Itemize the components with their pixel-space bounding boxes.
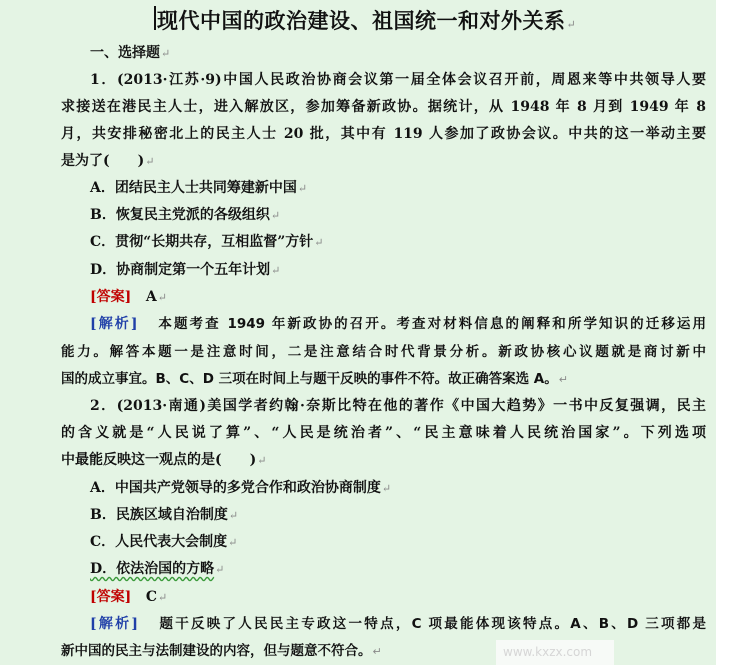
page-title: 现代中国的政治建设、祖国统一和对外关系↵ bbox=[157, 8, 577, 33]
q2-option-c: C．人民代表大会制度↵ bbox=[90, 534, 238, 550]
q2-stem-line-2: 的含义就是“人民说了算”、“人民是统治者”、“民主意味着人民统治国家”。下列选项 bbox=[61, 425, 706, 441]
q1-option-a: A．团结民主人士共同筹建新中国↵ bbox=[90, 180, 308, 196]
section-heading: 一、选择题↵ bbox=[90, 45, 171, 61]
q2-option-b: B．民族区域自治制度↵ bbox=[90, 507, 239, 523]
watermark: www.kxzx.com bbox=[503, 645, 593, 659]
q1-stem-line-4: 是为了( )↵ bbox=[61, 153, 155, 169]
q1-answer: [答案] A↵ bbox=[90, 289, 167, 305]
q1-explain-line-2: 能力。解答本题一是注意时间，二是注意结合时代背景分析。新政协核心议题就是商讨新中 bbox=[61, 344, 706, 360]
q1-explain-line-1: [解析] 本题考查 1949 年新政协的召开。考查对材料信息的阐释和所学知识的迁移运用 bbox=[90, 316, 707, 332]
q2-answer: [答案] C↵ bbox=[90, 589, 168, 605]
q1-option-c: C．贯彻“长期共存，互相监督”方针↵ bbox=[90, 234, 324, 250]
answer-tag: [答案] bbox=[90, 589, 132, 605]
q2-option-a: A．中国共产党领导的多党合作和政治协商制度↵ bbox=[90, 480, 392, 496]
q1-option-b: B．恢复民主党派的各级组织↵ bbox=[90, 207, 281, 223]
q2-explain-line-2: 新中国的民主与法制建设的内容，但与题意不符合。↵ bbox=[61, 643, 382, 659]
answer-tag: [答案] bbox=[90, 289, 132, 305]
q1-option-d: D．协商制定第一个五年计划↵ bbox=[90, 262, 281, 278]
q1-stem-line-2: 求接送在港民主人士，进入解放区，参加筹备新政协。据统计，从 1948 年 8 月到 1949 年 8 bbox=[61, 99, 706, 115]
explain-tag: [解析] bbox=[90, 616, 139, 632]
explain-tag: [解析] bbox=[90, 316, 138, 332]
q2-stem-line-1: 2．(2013·南通)美国学者约翰·奈斯比特在他的著作《中国大趋势》一书中反复强调，民主 bbox=[90, 398, 706, 414]
q2-explain-line-1: [解析] 题干反映了人民民主专政这一特点，C 项最能体现该特点。A、B、D 三项都是 bbox=[90, 616, 706, 632]
q1-explain-line-3: 国的成立事宜。B、C、D 三项在时间上与题干反映的事件不符。故正确答案选 A。↵ bbox=[61, 371, 568, 387]
q2-stem-line-3: 中最能反映这一观点的是( )↵ bbox=[61, 452, 267, 468]
q1-stem-line-1: 1．(2013·江苏·9)中国人民政治协商会议第一届全体会议召开前，周恩来等中共领导人要 bbox=[90, 72, 706, 88]
text-cursor bbox=[154, 6, 156, 30]
q1-stem-line-3: 月，共安排秘密北上的民主人士 20 批，其中有 119 人参加了政协会议。中共的这一举动主要 bbox=[61, 126, 706, 142]
q2-option-d: D．依法治国的方略↵ bbox=[90, 561, 225, 577]
